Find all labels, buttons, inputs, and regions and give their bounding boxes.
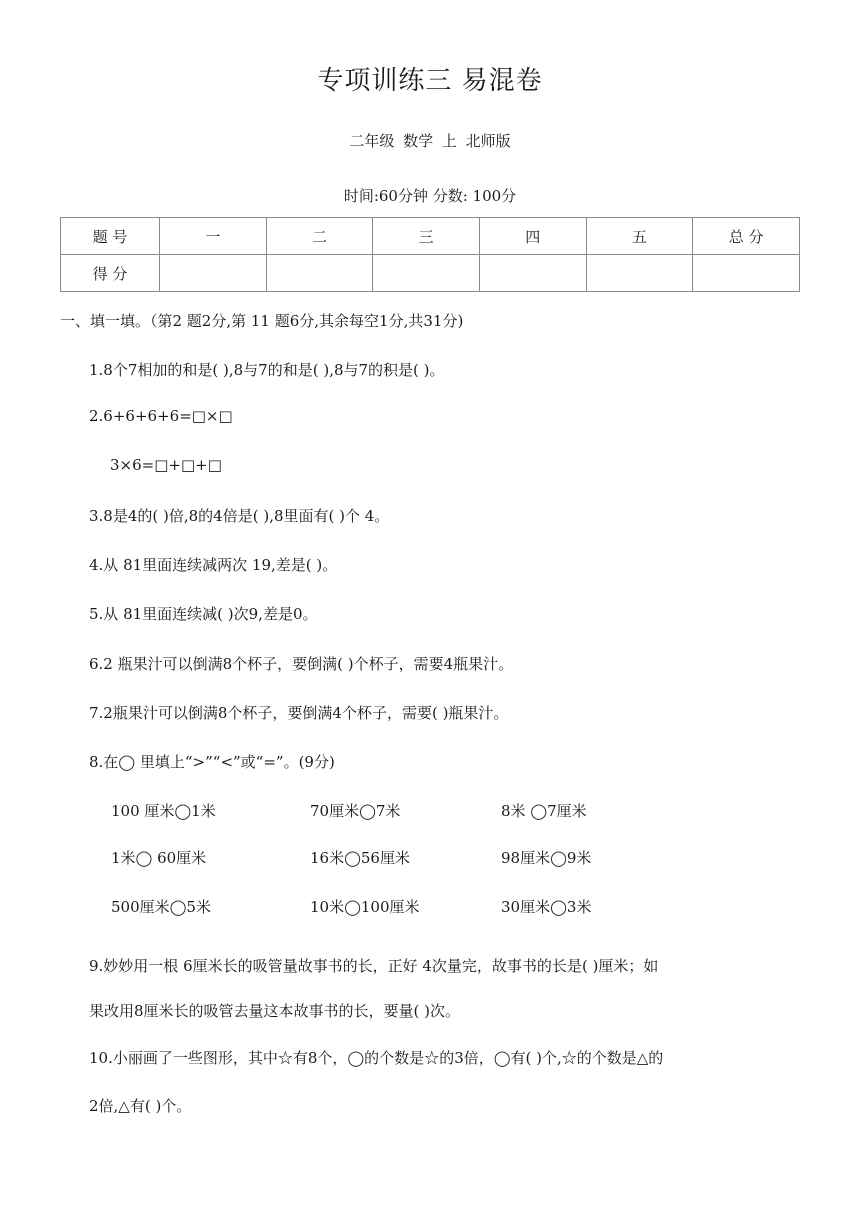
question-1: 1.8个7相加的和是( ),8与7的和是( ),8与7的积是( )。	[89, 361, 445, 379]
compare-item: 70厘米◯7米	[310, 802, 401, 820]
question-10-continuation: 2倍,△有( )个。	[89, 1097, 192, 1115]
score-cell[interactable]	[160, 255, 267, 292]
score-header-cell: 总 分	[693, 218, 800, 255]
compare-item: 98厘米◯9米	[501, 849, 592, 867]
score-cell[interactable]	[479, 255, 586, 292]
compare-item: 100 厘米◯1米	[111, 802, 216, 820]
question-10: 10.小丽画了一些图形，其中☆有8个，◯的个数是☆的3倍，◯有( )个,☆的个数是△的	[89, 1049, 664, 1067]
compare-item: 8米 ◯7厘米	[501, 802, 587, 820]
score-cell[interactable]	[586, 255, 693, 292]
page-title: 专项训练三 易混卷	[317, 66, 543, 96]
score-header-cell: 题 号	[61, 218, 160, 255]
question-2: 2.6+6+6+6=□×□	[89, 407, 233, 425]
compare-item: 30厘米◯3米	[501, 898, 592, 916]
score-header-cell: 二	[266, 218, 373, 255]
score-table-score-row	[61, 255, 800, 292]
compare-item: 500厘米◯5米	[111, 898, 211, 916]
question-4: 4.从 81里面连续减两次 19,差是( )。	[89, 556, 338, 574]
compare-item: 16米◯56厘米	[310, 849, 410, 867]
question-2-second-line: 3×6=□+□+□	[110, 456, 222, 474]
question-3: 3.8是4的( )倍,8的4倍是( ),8里面有( )个 4。	[89, 507, 390, 525]
score-table	[60, 217, 800, 292]
question-7: 7.2瓶果汁可以倒满8个杯子，要倒满4个杯子，需要( )瓶果汁。	[89, 704, 509, 722]
question-9-continuation: 果改用8厘米长的吸管去量这本故事书的长，要量( )次。	[89, 1002, 461, 1020]
question-9: 9.妙妙用一根 6厘米长的吸管量故事书的长，正好 4次量完，故事书的长是( )厘米；如	[89, 957, 659, 975]
score-header-cell: 三	[373, 218, 480, 255]
time-score-line: 时间:60分钟 分数: 100分	[343, 187, 517, 205]
section-heading: 一、填一填。（第2 题2分,第 11 题6分,其余每空1分,共31分)	[60, 312, 464, 330]
grade-subject-line: 二年级 数学 上 北师版	[349, 132, 511, 150]
score-header-cell: 一	[160, 218, 267, 255]
question-8: 8.在◯ 里填上“>”“<”或“=”。(9分)	[89, 753, 335, 771]
score-cell[interactable]	[693, 255, 800, 292]
score-header-cell: 五	[586, 218, 693, 255]
score-row-label: 得 分	[61, 255, 160, 292]
score-cell[interactable]	[266, 255, 373, 292]
score-table-header-row	[61, 218, 800, 255]
compare-item: 10米◯100厘米	[310, 898, 420, 916]
question-5: 5.从 81里面连续减( )次9,差是0。	[89, 605, 318, 623]
question-6: 6.2 瓶果汁可以倒满8个杯子，要倒满( )个杯子，需要4瓶果汁。	[89, 655, 514, 673]
score-header-cell: 四	[479, 218, 586, 255]
compare-item: 1米◯ 60厘米	[111, 849, 207, 867]
score-cell[interactable]	[373, 255, 480, 292]
